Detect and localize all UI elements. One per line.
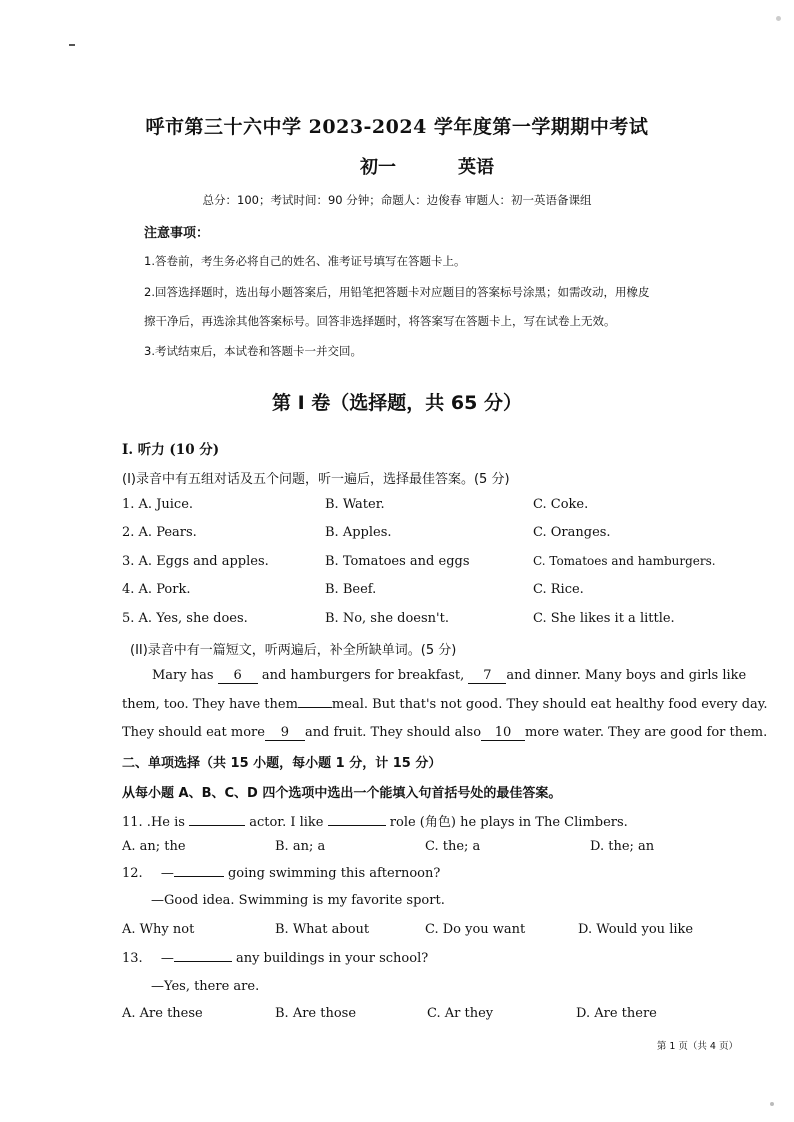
q5-option-c: C. She likes it a little. [533, 611, 675, 626]
exam-title: 呼市第三十六中学 2023-2024 学年度第一学期期中考试 [145, 116, 649, 138]
q2-option-b: B. Apples. [325, 525, 392, 540]
q12-stem [122, 866, 440, 881]
grade-label: 初一 [360, 157, 396, 178]
blank-6[interactable]: 6 [218, 669, 258, 684]
q3-option-b: B. Tomatoes and eggs [325, 554, 470, 569]
passage-line-2 [122, 697, 768, 712]
listening-part2-instruction: (II)录音中有一篇短文，听两遍后，补全所缺单词。(5 分) [130, 643, 457, 658]
scan-speck [770, 1102, 774, 1106]
q12-option-c: C. Do you want [425, 922, 526, 937]
q3-option-a: 3. A. Eggs and apples. [122, 554, 269, 569]
q13-option-d: D. Are there [576, 1006, 657, 1021]
q1-option-b: B. Water. [325, 497, 385, 512]
q12-option-b: B. What about [275, 922, 370, 937]
blank-9[interactable]: 9 [265, 726, 305, 741]
q12-number: 12. [122, 866, 143, 881]
passage-text: and fruit. They should also [304, 725, 482, 740]
q4-option-b: B. Beef. [325, 582, 377, 597]
q11-option-a: A. an; the [122, 839, 186, 854]
passage-text: Mary has [152, 668, 218, 683]
q12-text: going swimming this afternoon? [223, 866, 441, 881]
q13-option-c: C. Ar they [427, 1006, 494, 1021]
single-choice-title: 二、单项选择（共 15 小题，每小题 1 分，计 15 分） [122, 756, 442, 771]
q13-option-a: A. Are these [122, 1006, 203, 1021]
listening-part1-instruction: (I)录音中有五组对话及五个问题，听一遍后，选择最佳答案。(5 分) [122, 472, 510, 487]
q2-option-a: 2. A. Pears. [122, 525, 197, 540]
listening-title: I. 听力 (10 分) [122, 442, 220, 458]
passage-text: and dinner. Many boys and girls like [506, 668, 747, 683]
scan-mark [69, 44, 75, 46]
q11-option-c: C. the; a [425, 839, 481, 854]
passage-text: them, too. They have them [122, 697, 298, 712]
q13-number: 13. [122, 951, 143, 966]
q3-option-c: C. Tomatoes and hamburgers. [533, 554, 716, 568]
q12-text: — [160, 866, 174, 881]
blank-7[interactable]: 7 [468, 669, 506, 684]
q12-blank[interactable] [174, 876, 224, 877]
scan-speck [776, 16, 781, 21]
q12-reply: —Good idea. Swimming is my favorite sport. [151, 893, 445, 908]
passage-line-1 [152, 668, 746, 684]
section-title: 第 I 卷（选择题，共 65 分） [272, 392, 522, 414]
passage-text: They should eat more [122, 725, 265, 740]
blank-10[interactable]: 10 [481, 726, 525, 741]
note-item: 1.答卷前，考生务必将自己的姓名、准考证号填写在答题卡上。 [144, 254, 466, 268]
q11-option-b: B. an; a [275, 839, 326, 854]
q1-option-a: 1. A. Juice. [122, 497, 194, 512]
subject-label: 英语 [458, 157, 494, 178]
q13-text: — [160, 951, 174, 966]
q13-stem [122, 951, 428, 966]
page-number: 第 1 页（共 4 页） [656, 1041, 738, 1052]
passage-text: meal. But that's not good. They should eat healthy food every day. [331, 697, 768, 712]
passage-text: and hamburgers for breakfast, [257, 668, 469, 683]
q13-blank[interactable] [174, 961, 232, 962]
note-item: 3.考试结束后，本试卷和答题卡一并交回。 [144, 344, 362, 358]
q4-option-a: 4. A. Pork. [122, 582, 191, 597]
q12-option-a: A. Why not [122, 922, 195, 937]
notes-title: 注意事项： [144, 226, 210, 241]
q5-option-a: 5. A. Yes, she does. [122, 611, 248, 626]
q11-text: actor. I like [245, 815, 328, 830]
q11-text: role (角色) he plays in The Climbers. [385, 815, 628, 830]
q11-text: 11. .He is [122, 815, 190, 830]
q11-option-d: D. the; an [590, 839, 655, 854]
q1-option-c: C. Coke. [533, 497, 589, 512]
q12-option-d: D. Would you like [578, 922, 694, 937]
q13-option-b: B. Are those [275, 1006, 357, 1021]
q13-reply: —Yes, there are. [151, 979, 260, 994]
q5-option-b: B. No, she doesn't. [325, 611, 449, 626]
passage-line-3 [122, 725, 767, 741]
q4-option-c: C. Rice. [533, 582, 584, 597]
note-item: 2.回答选择题时，选出每小题答案后，用铅笔把答题卡对应题目的答案标号涂黑；如需改动，用橡皮 [144, 285, 650, 299]
q11-blank-1[interactable] [189, 825, 245, 826]
q11-blank-2[interactable] [328, 825, 386, 826]
q11-stem [122, 811, 628, 830]
q2-option-c: C. Oranges. [533, 525, 611, 540]
passage-text: more water. They are good for them. [525, 725, 768, 740]
exam-meta: 总分：100；考试时间：90 分钟；命题人：边俊春 审题人：初一英语备课组 [202, 193, 592, 207]
q13-text: any buildings in your school? [231, 951, 429, 966]
single-choice-instruction: 从每小题 A、B、C、D 四个选项中选出一个能填入句首括号处的最佳答案。 [122, 786, 562, 801]
blank-8[interactable] [298, 707, 332, 708]
note-item: 擦干净后，再选涂其他答案标号。回答非选择题时，将答案写在答题卡上，写在试卷上无效。 [144, 314, 616, 328]
